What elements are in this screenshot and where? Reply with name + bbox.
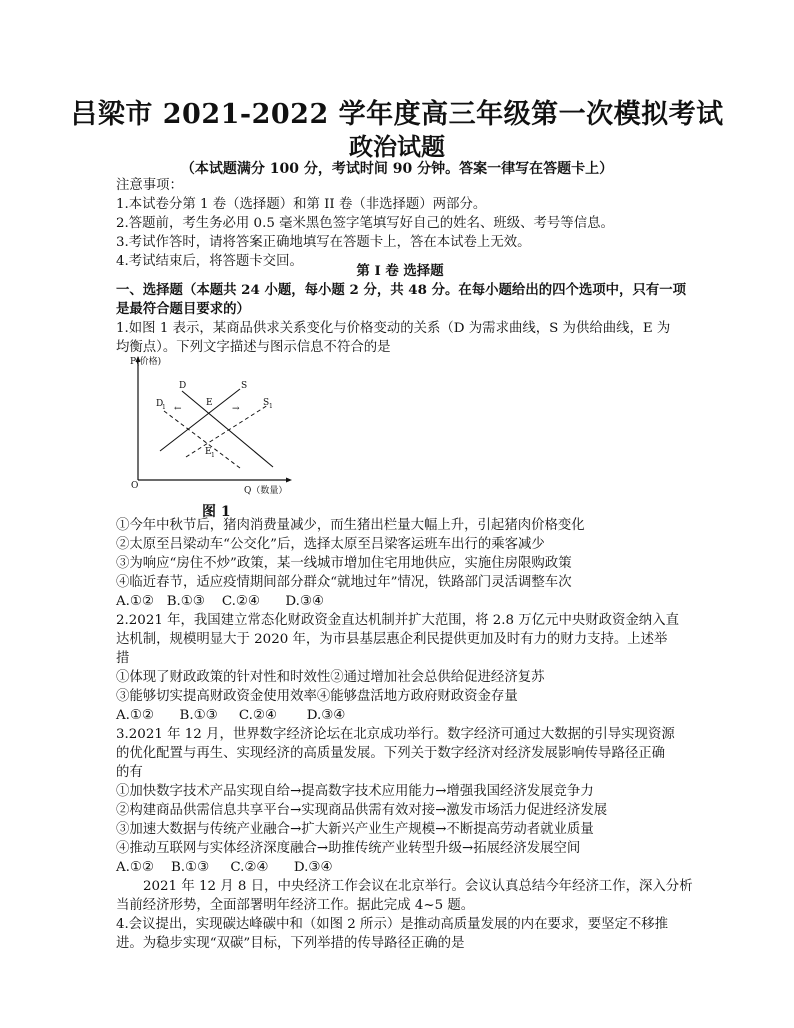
origin-label: O xyxy=(131,481,139,491)
notice-item: 3.考试作答时，请将答案正确地填写在答题卡上，答在本试卷上无效。 xyxy=(116,235,531,250)
q2-stem: 2.2021 年，我国建立常态化财政资金直达机制并扩大范围，将 2.8 万亿元中央财政资金纳入直 xyxy=(116,613,679,628)
q2-stem-cont: 措 xyxy=(116,651,130,666)
section-instruction-cont: 是最符合题目要求的） xyxy=(116,301,250,317)
q3-stem: 3.2021 年 12 月，世界数字经济论坛在北京成功举行。数字经济可通过大数据的引导实现资源 xyxy=(116,727,675,742)
figure-1-caption: 图 1 xyxy=(202,504,231,520)
label-D1: D xyxy=(156,399,164,409)
notice-item: 4.考试结束后，将答题卡交回。 xyxy=(116,254,303,269)
supply-curve-S1 xyxy=(186,405,268,457)
q1-options-block xyxy=(116,516,693,953)
x-axis-label: Q（数量） xyxy=(244,486,288,496)
exam-title: 吕梁市 2021-2022 学年度高三年级第一次模拟考试 xyxy=(70,99,724,130)
section-instruction: 一、选择题（本题共 24 小题，每小题 2 分，共 48 分。在每小题给出的四个选项中，只有一项 xyxy=(116,282,687,298)
q3-stem-cont: 的有 xyxy=(116,765,143,780)
material-paragraph: 2021 年 12 月 8 日，中央经济工作会议在北京举行。会议认真总结今年经济工作，深入分析 xyxy=(143,879,693,894)
q4-stem: 4.会议提出，实现碳达峰碳中和（如图 2 所示）是推动高质量发展的内在要求，要坚定不移推 xyxy=(116,917,669,932)
q2-option: ③能够切实提高财政资金使用效率④能够盘活地方政府财政资金存量 xyxy=(116,689,518,704)
label-E1-subscript: 1 xyxy=(211,452,215,459)
x-axis-arrow xyxy=(286,478,292,483)
notice-block xyxy=(116,176,684,271)
q1-option: ④临近春节，适应疫情期间部分群众“就地过年”情况，铁路部门灵活调整车次 xyxy=(116,575,572,590)
label-S: S xyxy=(241,381,248,391)
exam-subtitle: 政治试题 xyxy=(349,132,445,161)
section1-block xyxy=(116,262,687,357)
shift-right-arrow: → xyxy=(232,404,240,414)
notice-heading: 注意事项： xyxy=(116,178,183,193)
label-D1-subscript: 1 xyxy=(162,404,166,411)
notice-item: 2.答题前，考生务必用 0.5 毫米黑色签字笔填写好自己的姓名、班级、考号等信息。 xyxy=(116,216,614,231)
section-title: 第 I 卷 选择题 xyxy=(356,263,444,279)
q1-option: ②太原至吕梁动车“公交化”后，选择太原至吕梁客运班车出行的乘客减少 xyxy=(116,537,545,552)
exam-note: （本试题满分 100 分，考试时间 90 分钟。答案一律写在答题卡上） xyxy=(180,161,614,177)
label-E: E xyxy=(206,398,213,408)
q2-choices: A.①② B.①③ C.②④ D.③④ xyxy=(116,708,346,723)
q1-option: ③为响应“房住不炒”政策，某一线城市增加住宅用地供应，实施住房限购政策 xyxy=(116,556,572,571)
q3-option: ②构建商品供需信息共享平台→实现商品供需有效对接→激发市场活力促进经济发展 xyxy=(116,803,608,818)
q3-stem-cont: 的优化配置与再生、实现经济的高质量发展。下列关于数字经济对经济发展影响传导路径正确 xyxy=(116,746,666,761)
demand-curve-D xyxy=(182,391,273,467)
q2-option: ①体现了财政政策的针对性和时效性②通过增加社会总供给促进经济复苏 xyxy=(116,670,545,685)
q2-stem-cont: 达机制，规模明显大于 2020 年，为市县基层惠企利民提供更加及时有力的财力支持。上述举 xyxy=(116,632,668,647)
q3-option: ③加速大数据与传统产业融合→扩大新兴产业生产规模→不断提高劳动者就业质量 xyxy=(116,822,594,837)
label-E1: E xyxy=(205,447,212,457)
y-axis-label: P(价格) xyxy=(130,357,162,367)
q1-stem: 1.如图 1 表示，某商品供求关系变化与价格变动的关系（D 为需求曲线，S 为供给曲线，E 为 xyxy=(116,321,671,336)
label-S1-subscript: 1 xyxy=(269,403,273,410)
q1-option: ①今年中秋节后，猪肉消费量减少，而生猪出栏量大幅上升，引起猪肉价格变化 xyxy=(116,518,585,533)
label-D: D xyxy=(179,381,187,391)
label-S1: S xyxy=(263,398,270,408)
shift-left-arrow: ← xyxy=(174,404,182,414)
q1-choices: A.①② B.①③ C.②④ D.③④ xyxy=(116,594,324,609)
q3-option: ①加快数字技术产品实现自给→提高数字技术应用能力→增强我国经济发展竞争力 xyxy=(116,784,594,799)
q4-stem-cont: 进。为稳步实现“双碳”目标，下列举措的传导路径正确的是 xyxy=(116,936,465,951)
notice-item: 1.本试卷分第 1 卷（选择题）和第 II 卷（非选择题）两部分。 xyxy=(116,197,487,212)
q3-option: ④推动互联网与实体经济深度融合→助推传统产业转型升级→拓展经济发展空间 xyxy=(116,841,581,856)
q3-choices: A.①② B.①③ C.②④ D.③④ xyxy=(116,860,333,875)
q1-stem-cont: 均衡点）。下列文字描述与图示信息不符合的是 xyxy=(116,340,391,355)
supply-curve-S xyxy=(160,389,240,451)
material-paragraph-cont: 当前经济形势，全面部署明年经济工作。据此完成 4~5 题。 xyxy=(116,898,475,913)
figure-1-supply-demand-chart xyxy=(118,352,298,517)
